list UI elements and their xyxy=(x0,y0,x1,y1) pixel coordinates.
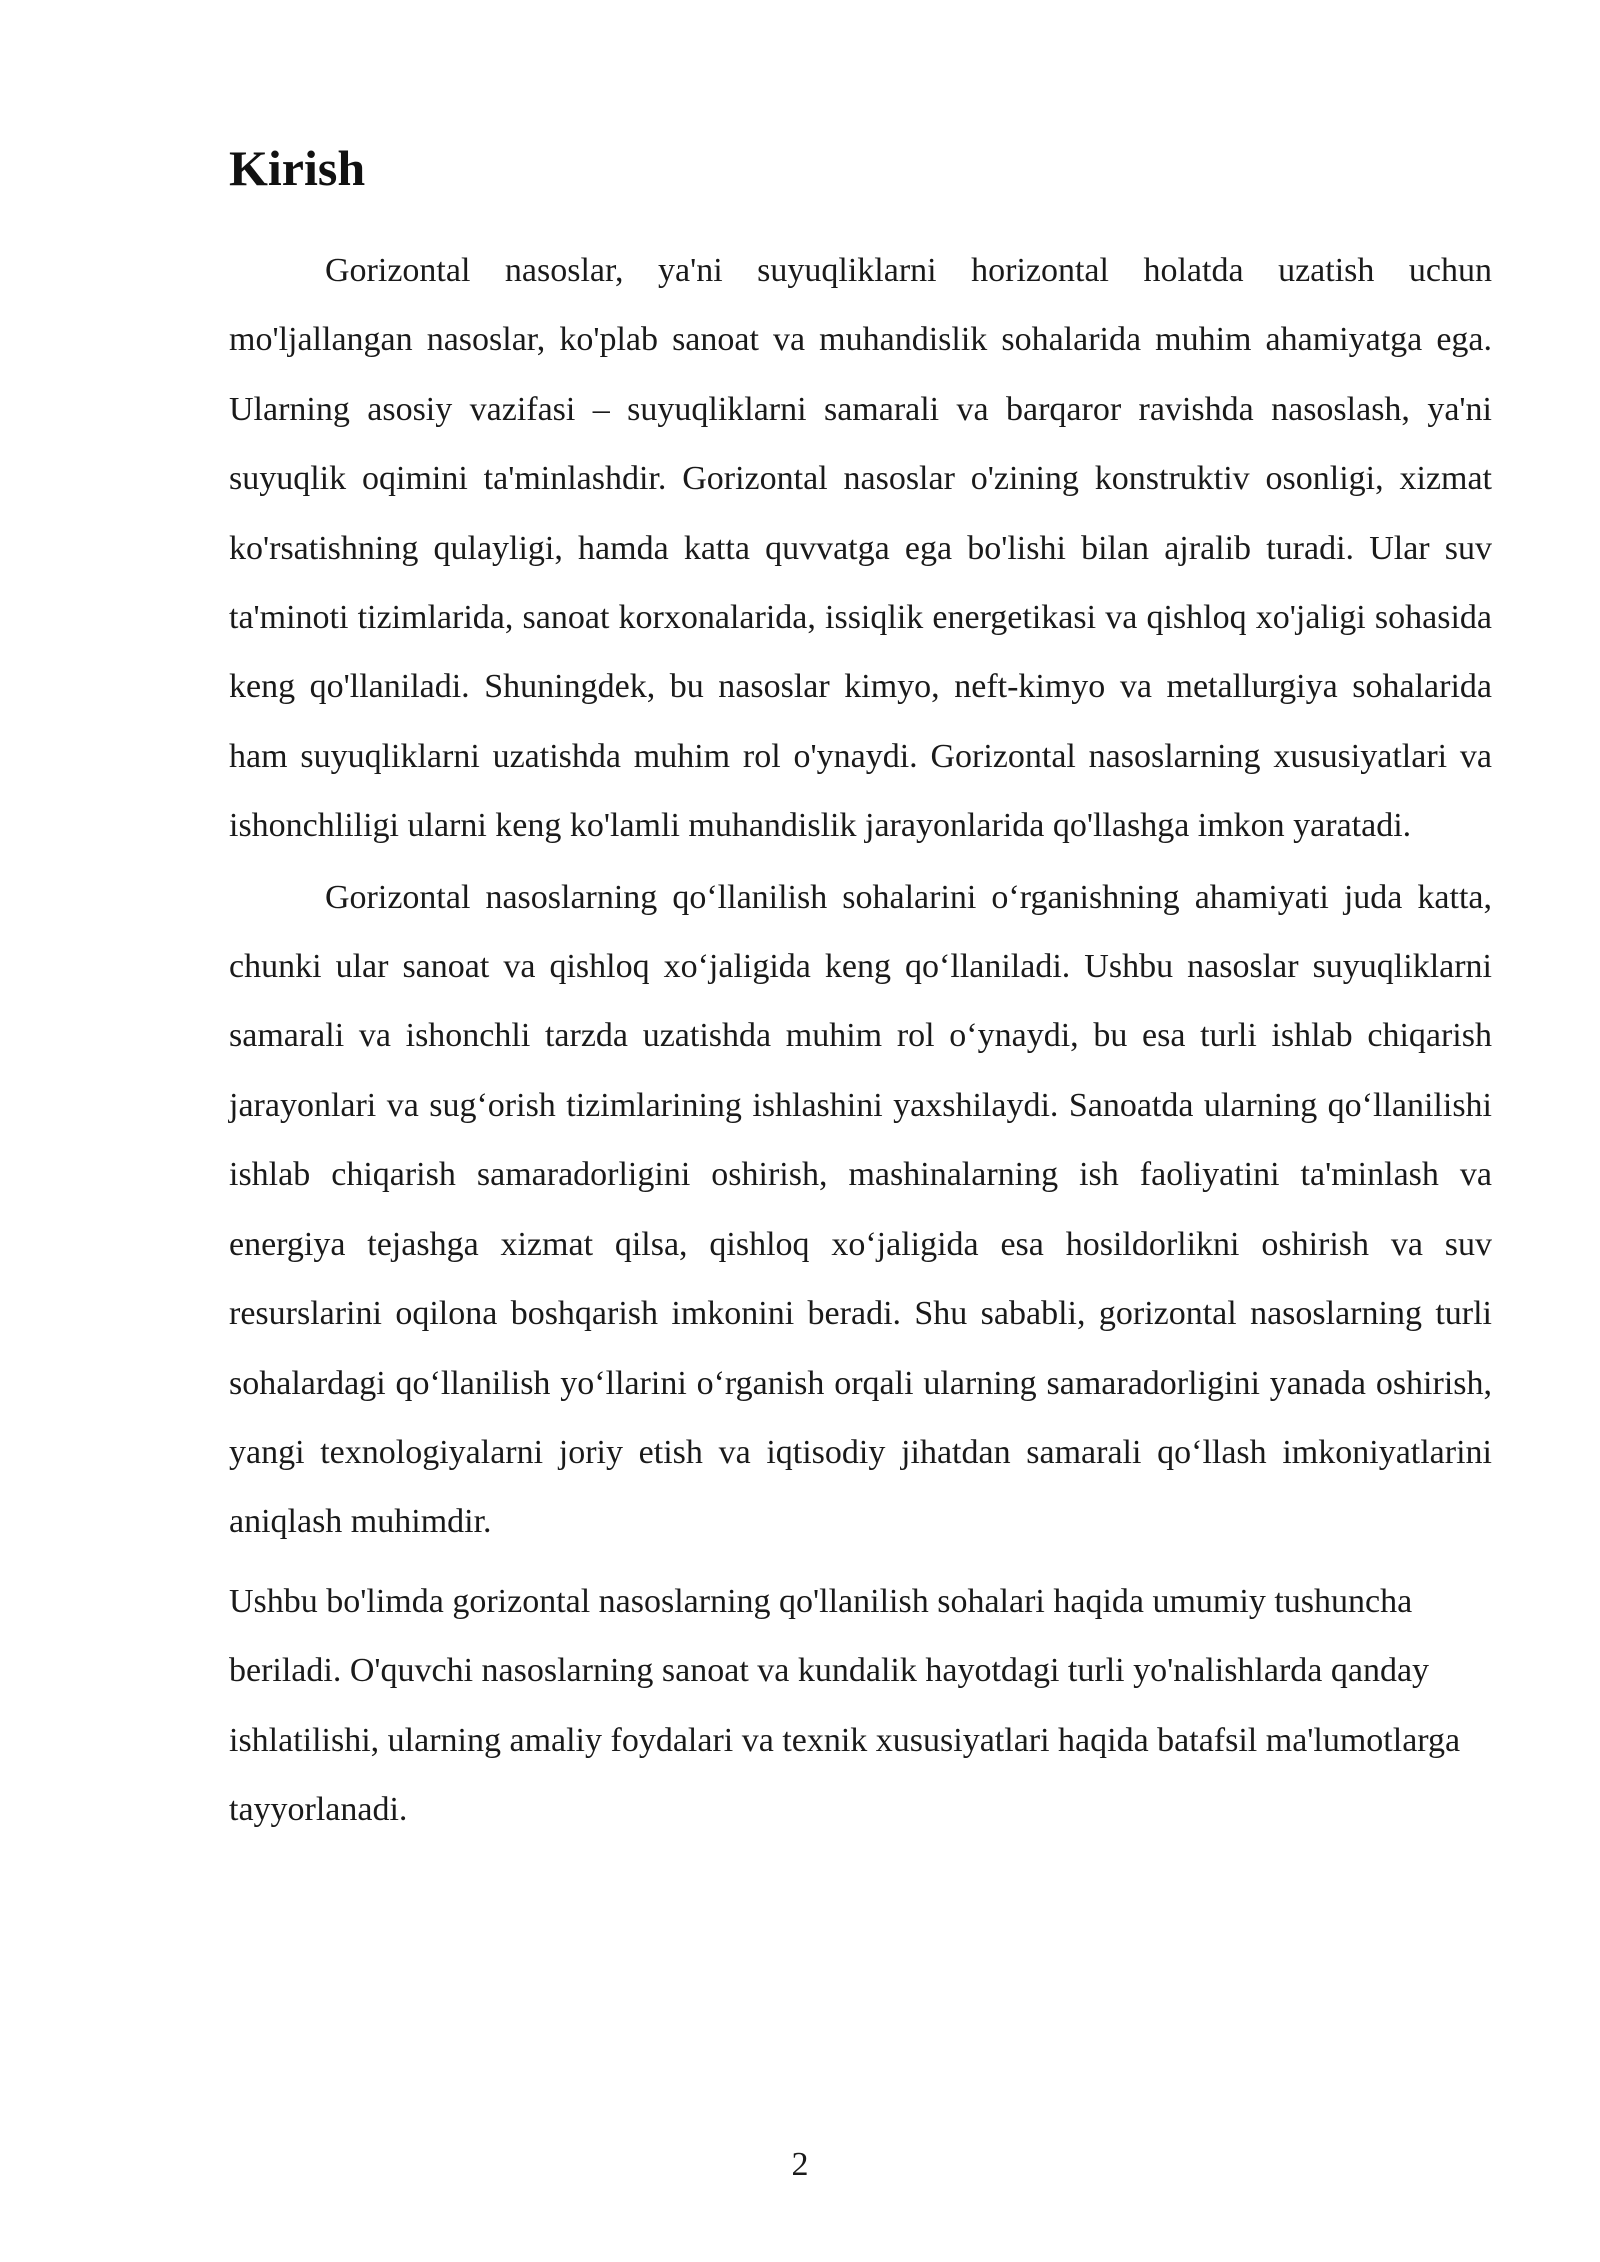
paragraph-section-overview: Ushbu bo'limda gorizontal nasoslarning qo'llanilish sohalari haqida umumiy tushuncha beriladi. O'quvchi nasoslarning sanoat va kundalik hayotdagi turli yo'nalishlarda qanday ishlatilishi, ularning amaliy foydalari va texnik xususiyatlari haqida batafsil ma'lumotlarga tayyorlanadi. xyxy=(229,1582,1461,1828)
paragraph-intro: Gorizontal nasoslar, ya'ni suyuqliklarni horizontal holatda uzatish uchun mo'ljallangan nasoslar, ko'plab sanoat va muhandislik sohalarida muhim ahamiyatga ega. Ularning asosiy vazifasi – suyuqliklarni samarali va barqaror ravishda nasoslash, ya'ni suyuqlik oqimini ta'minlashdir. Gorizontal nasoslar o'zining konstruktiv osonligi, xizmat ko'rsatishning qulayligi, hamda katta quvvatga ega bo'lishi bilan ajralib turadi. Ular suv ta'minoti tizimlarida, sanoat korxonalarida, issiqlik energetikasi va qishloq xo'jaligi sohasida keng qo'llaniladi. Shuningdek, bu nasoslar kimyo, neft-kimyo va metallurgiya sohalarida ham suyuqliklarni uzatishda muhim rol o'ynaydi. Gorizontal nasoslarning xususiyatlari va ishonchliligi ularni keng ko'lamli muhandislik jarayonlarida qo'llashga imkon yaratadi. xyxy=(229,252,1492,845)
section-heading: Kirish xyxy=(229,140,366,196)
body-text xyxy=(229,236,1492,1844)
paragraph-importance: Gorizontal nasoslarning qo‘llanilish sohalarini o‘rganishning ahamiyati juda katta, chunki ular sanoat va qishloq xo‘jaligida keng qo‘llaniladi. Ushbu nasoslar suyuqliklarni samarali va ishonchli tarzda uzatishda muhim rol o‘ynaydi, bu esa turli ishlab chiqarish jarayonlari va sug‘orish tizimlarining ishlashini yaxshilaydi. Sanoatda ularning qo‘llanilishi ishlab chiqarish samaradorligini oshirish, mashinalarning ish faoliyatini ta'minlash va energiya tejashga xizmat qilsa, qishloq xo‘jaligida esa hosildorlikni oshirish va suv resurslarini oqilona boshqarish imkonini beradi. Shu sababli, gorizontal nasoslarning turli sohalardagi qo‘llanilish yo‘llarini o‘rganish orqali ularning samaradorligini yanada oshirish, yangi texnologiyalarni joriy etish va iqtisodiy jihatdan samarali qo‘llash imkoniyatlarini aniqlash muhimdir. xyxy=(229,878,1492,1541)
page-number: 2 xyxy=(791,2146,809,2183)
